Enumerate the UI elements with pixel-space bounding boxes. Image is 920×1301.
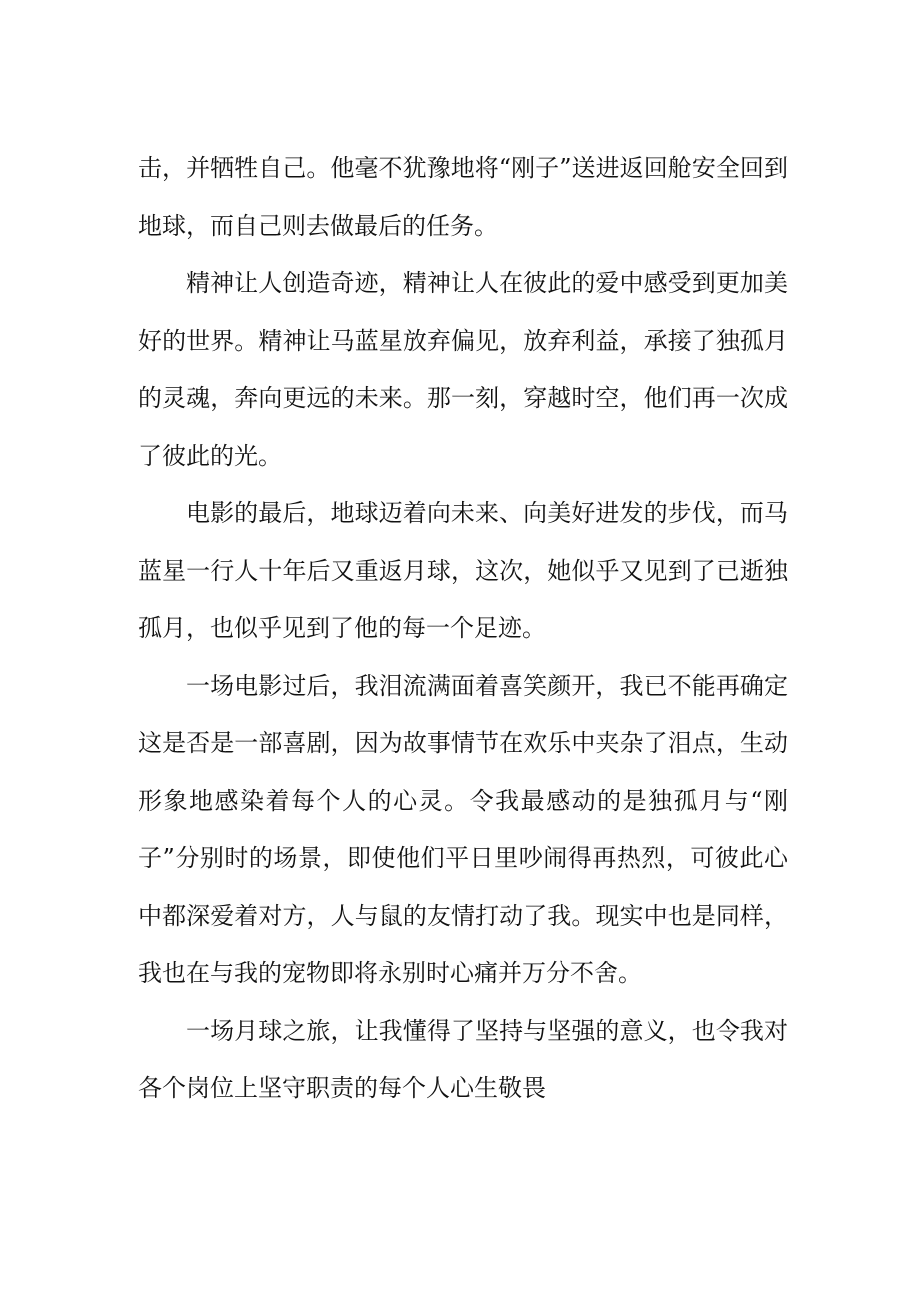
paragraph-continuation: 击，并牺牲自己。他毫不犹豫地将“刚子”送进返回舱安全回到地球，而自己则去做最后的任务。	[138, 154, 788, 240]
paragraph-conclusion: 一场月球之旅，让我懂得了坚持与坚强的意义，也令我对各个岗位上坚守职责的每个人心生敬畏	[138, 1016, 788, 1102]
paragraph-spirit: 精神让人创造奇迹，精神让人在彼此的爱中感受到更加美好的世界。精神让马蓝星放弃偏见，放弃利益，承接了独孤月的灵魂，奔向更远的未来。那一刻，穿越时空，他们再一次成了彼此的光。	[138, 269, 788, 470]
paragraph-reflection: 一场电影过后，我泪流满面着喜笑颜开，我已不能再确定这是否是一部喜剧，因为故事情节在欢乐中夹杂了泪点，生动形象地感染着每个人的心灵。令我最感动的是独孤月与“刚子”分别时的场景，即使他们平日里吵闹得再热烈，可彼此心中都深爱着对方，人与鼠的友情打动了我。现实中也是同样，我也在与我的宠物即将永别时心痛并万分不舍。	[138, 671, 788, 987]
document-body	[138, 140, 788, 1118]
paragraph-ending: 电影的最后，地球迈着向未来、向美好进发的步伐，而马蓝星一行人十年后又重返月球，这次，她似乎又见到了已逝独孤月，也似乎见到了他的每一个足迹。	[138, 499, 788, 642]
